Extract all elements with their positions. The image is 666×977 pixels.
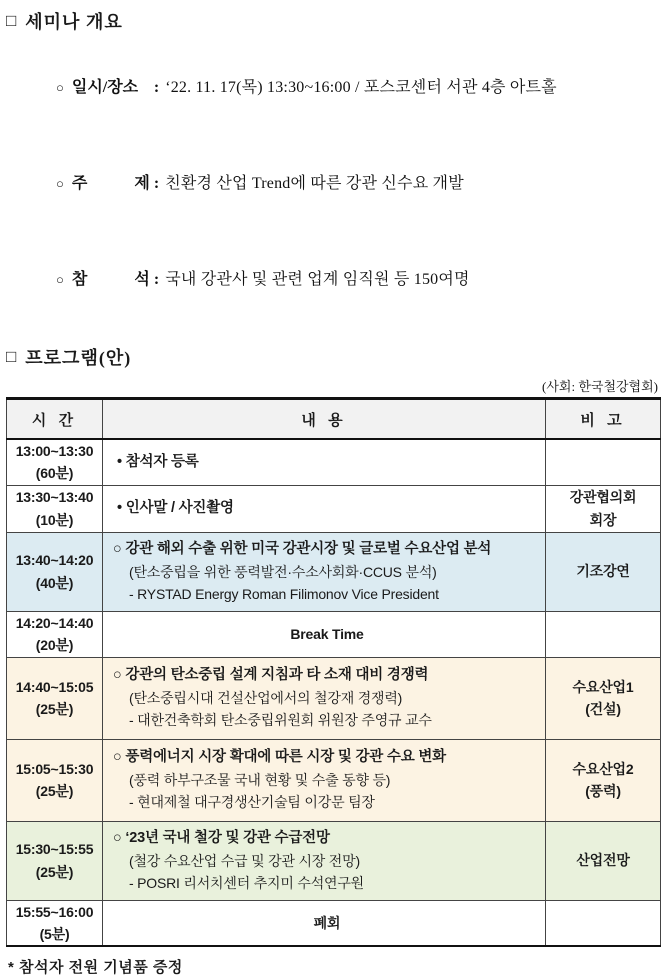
footer-note: * 참석자 전원 기념품 증정	[8, 958, 183, 976]
remark-cell	[546, 900, 661, 946]
time-range: 15:05~15:30	[15, 760, 94, 777]
time-range: 14:20~14:40	[15, 614, 94, 631]
time-duration: (25분)	[35, 863, 74, 880]
content-line: • 인사말 / 사진촬영	[117, 500, 234, 517]
content-cell	[103, 439, 546, 485]
square-bullet-icon: □	[6, 10, 18, 30]
program-title-text: 프로그램(안)	[25, 348, 132, 368]
table-row-break	[7, 611, 661, 657]
overview-label: 참 석	[71, 271, 150, 288]
time-range: 14:40~15:05	[15, 678, 94, 695]
content-line: Break Time	[290, 625, 364, 642]
remark-cell	[546, 821, 661, 900]
overview-item-datetime	[32, 40, 660, 136]
content-cell	[103, 657, 546, 739]
overview-label: 일시/장소	[71, 79, 139, 96]
remark-cell	[546, 439, 661, 485]
table-row-registration	[7, 439, 661, 485]
time-cell	[7, 900, 103, 946]
content-title: ○ 강관 해외 수출 위한 미국 강관시장 및 글로벌 수요산업 분석	[113, 540, 492, 557]
time-cell	[7, 439, 103, 485]
header-remark: 비 고	[546, 399, 661, 440]
remark-line: 수요산업2	[572, 760, 634, 777]
colon: :	[153, 79, 160, 96]
time-duration: (25분)	[35, 783, 74, 799]
circle-bullet-icon: ○	[56, 176, 64, 191]
time-cell	[7, 611, 103, 657]
square-bullet-icon: □	[6, 346, 18, 366]
time-duration: (60분)	[35, 465, 74, 482]
content-speaker: - POSRI 리서치센터 추지미 수석연구원	[129, 874, 364, 891]
content-subtitle: (탄소중립을 위한 풍력발전·수소사회화·CCUS 분석)	[129, 563, 437, 580]
remark-line: (건설)	[585, 701, 621, 717]
circle-bullet-icon: ○	[56, 272, 64, 287]
content-cell	[103, 821, 546, 900]
table-header-row	[7, 399, 661, 440]
time-duration: (5분)	[39, 925, 70, 942]
content-line: 폐회	[313, 914, 341, 931]
remark-line: 수요산업1	[572, 678, 634, 695]
table-row-keynote	[7, 532, 661, 611]
seminar-overview-title	[6, 8, 660, 34]
time-duration: (25분)	[35, 701, 74, 717]
content-cell	[103, 611, 546, 657]
time-range: 15:55~16:00	[15, 903, 94, 920]
content-speaker: - RYSTAD Energy Roman Filimonov Vice President	[129, 585, 439, 602]
content-cell	[103, 485, 546, 532]
remark-cell	[546, 485, 661, 532]
content-speaker: - 현대제철 대구경생산기술팀 이강문 팀장	[129, 794, 375, 811]
time-range: 15:30~15:55	[15, 841, 94, 858]
remark-cell	[546, 739, 661, 821]
remark-cell	[546, 532, 661, 611]
content-cell	[103, 739, 546, 821]
time-cell	[7, 485, 103, 532]
time-duration: (10분)	[35, 511, 74, 528]
remark-line: (풍력)	[585, 783, 621, 799]
content-subtitle: (철강 수요산업 수급 및 강관 시장 전망)	[129, 852, 360, 869]
content-subtitle: (풍력 하부구조물 국내 현황 및 수출 동향 등)	[129, 772, 391, 789]
host-note: (사회: 한국철강협회)	[542, 379, 658, 394]
overview-value: 국내 강관사 및 관련 업계 임직원 등 150여명	[165, 271, 470, 288]
time-range: 13:00~13:30	[15, 443, 94, 460]
overview-item-attendees	[32, 232, 660, 328]
content-line: • 참석자 등록	[117, 453, 199, 470]
remark-cell	[546, 657, 661, 739]
time-cell	[7, 532, 103, 611]
remark-line: 기조강연	[576, 563, 630, 580]
colon: :	[153, 175, 160, 192]
program-table	[6, 397, 661, 947]
remark-cell	[546, 611, 661, 657]
time-cell	[7, 821, 103, 900]
content-cell	[103, 900, 546, 946]
remark-line: 회장	[589, 511, 617, 528]
remark-line: 산업전망	[576, 852, 630, 869]
content-speaker: - 대한건축학회 탄소중립위원회 위원장 주영규 교수	[129, 712, 432, 729]
table-row-demand1	[7, 657, 661, 739]
time-range: 13:40~14:20	[15, 552, 94, 569]
table-row-demand2	[7, 739, 661, 821]
content-title: ○ 풍력에너지 시장 확대에 따른 시장 및 강관 수요 변화	[113, 749, 446, 766]
table-row-greeting	[7, 485, 661, 532]
seminar-overview-title-text: 세미나 개요	[25, 12, 123, 32]
overview-label: 주 제	[71, 175, 150, 192]
overview-value: 친환경 산업 Trend에 따른 강관 신수요 개발	[165, 175, 464, 192]
table-row-closing	[7, 900, 661, 946]
content-title: ○ ‘23년 국내 철강 및 강관 수급전망	[113, 829, 330, 846]
colon: :	[153, 271, 160, 288]
time-range: 13:30~13:40	[15, 489, 94, 506]
time-duration: (20분)	[35, 637, 74, 653]
circle-bullet-icon: ○	[56, 80, 64, 95]
overview-item-topic	[32, 136, 660, 232]
program-title	[6, 344, 660, 370]
overview-value: ‘22. 11. 17(목) 13:30~16:00 / 포스코센터 서관 4층 아트홀	[165, 79, 557, 96]
remark-line: 강관협의회	[569, 489, 637, 506]
time-cell	[7, 739, 103, 821]
time-cell	[7, 657, 103, 739]
table-row-outlook	[7, 821, 661, 900]
overview-list	[32, 40, 660, 328]
content-subtitle: (탄소중립시대 건설산업에서의 철강재 경쟁력)	[129, 690, 403, 707]
content-cell	[103, 532, 546, 611]
header-content: 내 용	[103, 399, 546, 440]
header-time: 시 간	[7, 399, 103, 440]
content-title: ○ 강관의 탄소중립 설계 지침과 타 소재 대비 경쟁력	[113, 667, 429, 684]
time-duration: (40분)	[35, 574, 74, 591]
